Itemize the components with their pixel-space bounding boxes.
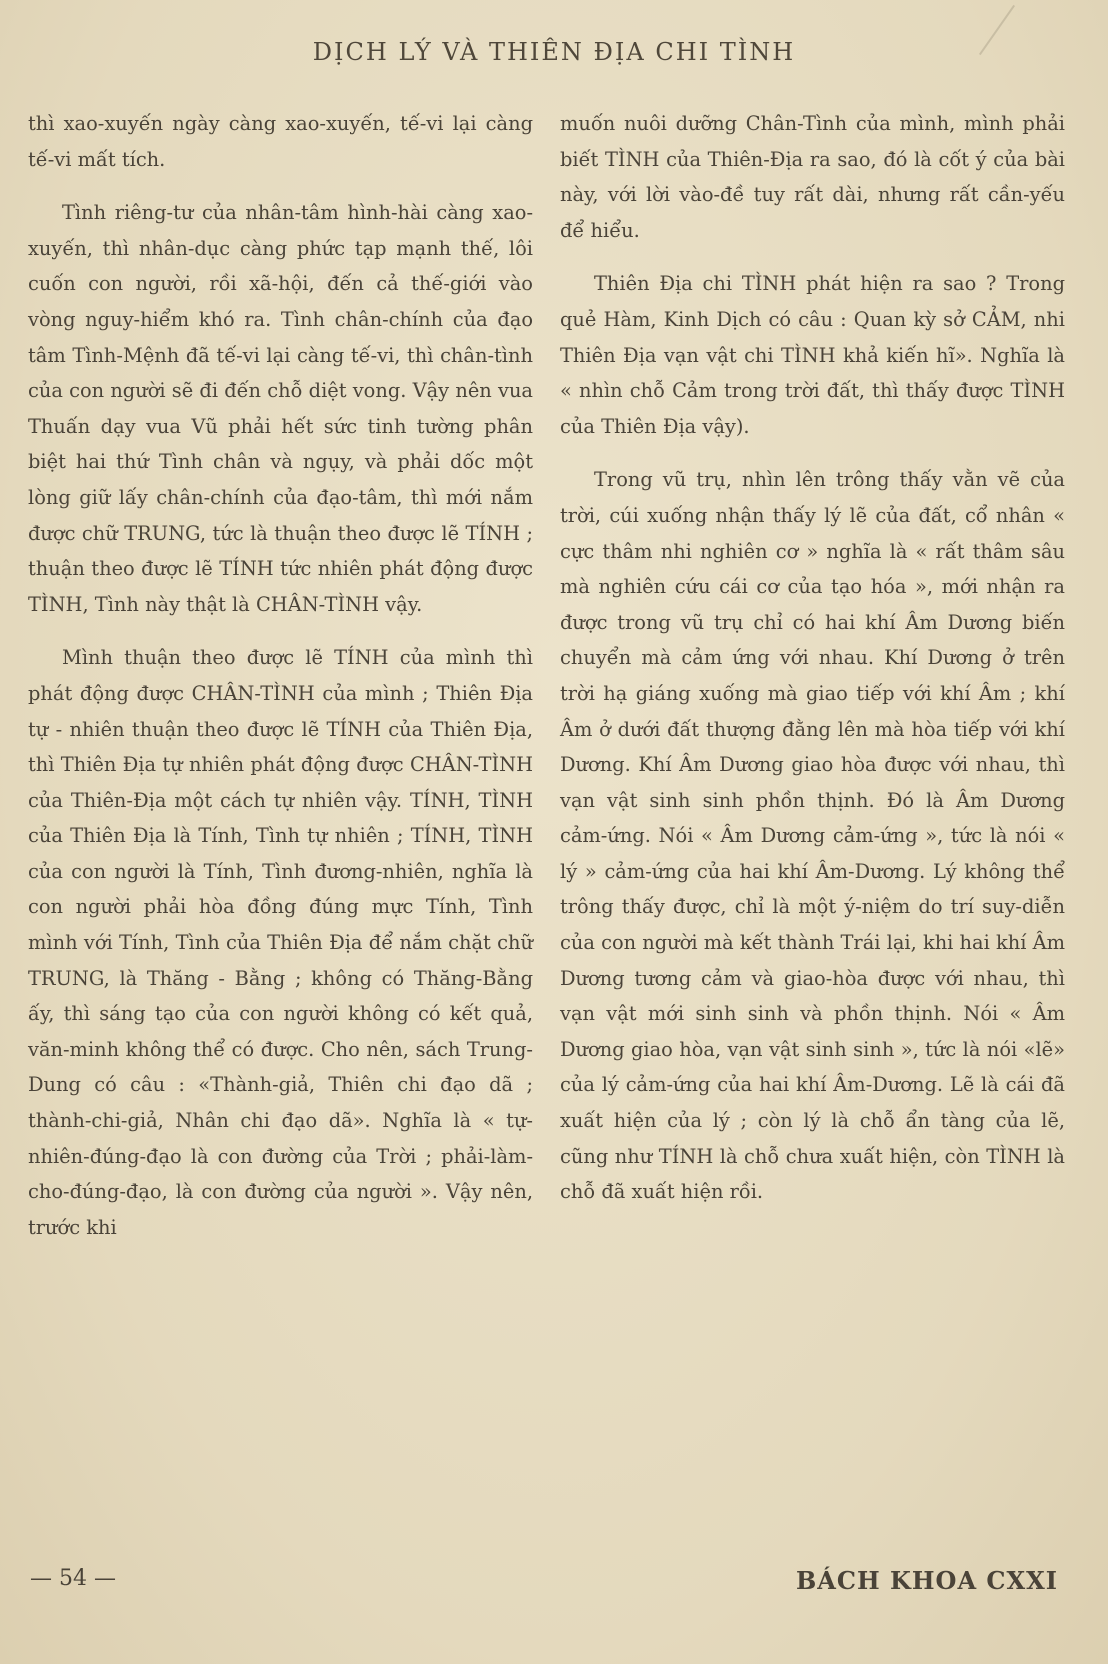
left-paragraph-3: Mình thuận theo được lẽ TÍNH của mình thì phát động được CHÂN-TÌNH của mình ; Thiên Địa tự - nhiên thuận theo được lẽ TÍNH của Thiên Địa, thì Thiên Địa tự nhiên phát động được CHÂN-TÌNH của Thiên-Địa một cách tự nhiên vậy. TÍNH, TÌNH của Thiên Địa là Tính, Tình tự nhiên ; TÍNH, TÌNH của con người là Tính, Tình đương-nhiên, nghĩa là con người phải hòa đồng đúng mực Tính, Tình mình với Tính, Tình của Thiên Địa để nắm chặt chữ TRUNG, là Thăng - Bằng ; không có Thăng-Bằng ấy, thì sáng tạo của con người không có kết quả, văn-minh không thể có được. Cho nên, sách Trung-Dung có câu : «Thành-giả, Thiên chi đạo dã ; thành-chi-giả, Nhân chi đạo dã». Nghĩa là « tự-nhiên-đúng-đạo là con đường của Trời ; phải-làm-cho-đúng-đạo, là con đường của người ». Vậy nên, trước khi <box>28 646 533 1239</box>
page-number: — 54 — <box>30 1566 116 1591</box>
right-paragraph-2: Thiên Địa chi TÌNH phát hiện ra sao ? Trong quẻ Hàm, Kinh Dịch có câu : Quan kỳ sở CẢM, nhi Thiên Địa vạn vật chi TÌNH khả kiến hĩ». Nghĩa là « nhìn chỗ Cảm trong trời đất, thì thấy được TÌNH của Thiên Địa vậy). <box>560 272 1065 438</box>
left-paragraph-2: Tình riêng-tư của nhân-tâm hình-hài càng xao-xuyến, thì nhân-dục càng phức tạp mạnh thế, lôi cuốn con người, rồi xã-hội, đến cả thế-giới vào vòng nguy-hiểm khó ra. Tình chân-chính của đạo tâm Tình-Mệnh đã tế-vi lại càng tế-vi, thì chân-tình của con người sẽ đi đến chỗ diệt vong. Vậy nên vua Thuấn dạy vua Vũ phải hết sức tinh tường phân biệt hai thứ Tình chân và ngụy, và phải dốc một lòng giữ lấy chân-chính của đạo-tâm, thì mới nắm được chữ TRUNG, tức là thuận theo được lẽ TÍNH ; thuận theo được lẽ TÍNH tức nhiên phát động được TÌNH, Tình này thật là CHÂN-TÌNH vậy. <box>28 201 533 616</box>
page-header-title: DỊCH LÝ VÀ THIÊN ĐỊA CHI TÌNH <box>312 38 796 66</box>
right-paragraph-3: Trong vũ trụ, nhìn lên trông thấy vằn vẽ của trời, cúi xuống nhận thấy lý lẽ của đất, cổ nhân « cực thâm nhi nghiên cơ » nghĩa là « rất thâm sâu mà nghiên cứu cái cơ của tạo hóa », mới nhận ra được trong vũ trụ chỉ có hai khí Âm Dương biến chuyển mà cảm ứng với nhau. Khí Dương ở trên trời hạ giáng xuống mà giao tiếp với khí Âm ; khí Âm ở dưới đất thượng đằng lên mà hòa tiếp với khí Dương. Khí Âm Dương giao hòa được với nhau, thì vạn vật sinh sinh phồn thịnh. Đó là Âm Dương cảm-ứng. Nói « Âm Dương cảm-ứng », tức là nói « lý » cảm-ứng của hai khí Âm-Dương. Lý không thể trông thấy được, chỉ là một ý-niệm do trí suy-diễn của con người mà kết thành Trái lại, khi hai khí Âm Dương tương cảm và giao-hòa được với nhau, thì vạn vật mới sinh sinh và phồn thịnh. Nói « Âm Dương giao hòa, vạn vật sinh sinh », tức là nói «lẽ» của lý cảm-ứng của hai khí Âm-Dương. Lẽ là cái đã xuất hiện của lý ; còn lý là chỗ ẩn tàng của lẽ, cũng như TÍNH là chỗ chưa xuất hiện, còn TÌNH là chỗ đã xuất hiện rồi. <box>560 468 1065 1204</box>
right-paragraph-1: muốn nuôi dưỡng Chân-Tình của mình, mình phải biết TÌNH của Thiên-Địa ra sao, đó là cốt ý của bài này, với lời vào-đề tuy rất dài, nhưng rất cần-yếu để hiểu. <box>560 112 1065 242</box>
publication-name: BÁCH KHOA CXXI <box>795 1566 1058 1595</box>
left-paragraph-1: thì xao-xuyến ngày càng xao-xuyến, tế-vi lại càng tế-vi mất tích. <box>28 112 533 171</box>
right-text-column <box>560 106 1065 1210</box>
left-text-column <box>28 106 533 1245</box>
